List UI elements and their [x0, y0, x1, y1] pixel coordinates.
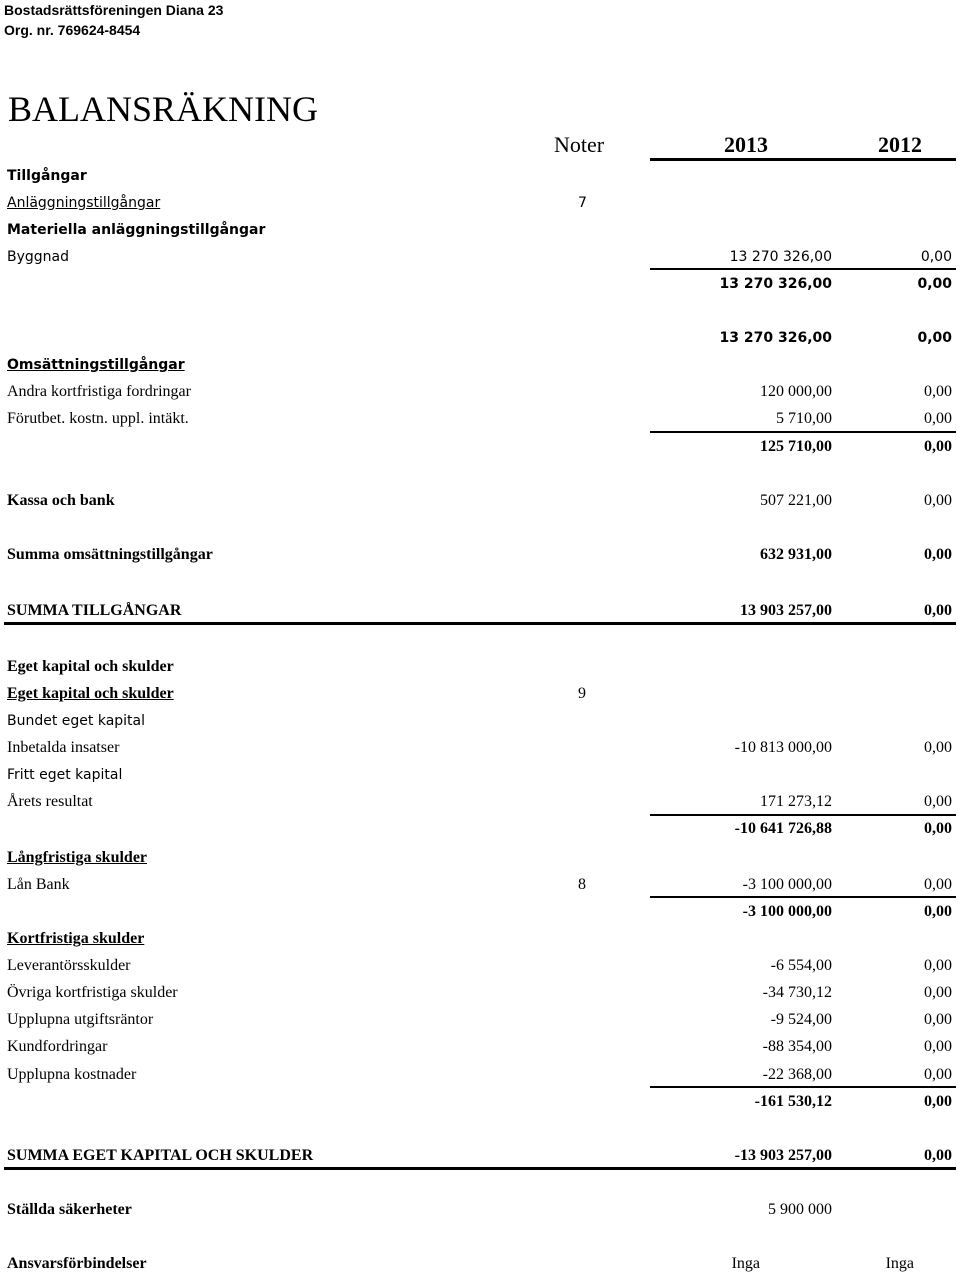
value-2012: 0,00: [924, 602, 952, 619]
value-2013: 13 270 326,00: [719, 276, 832, 292]
value-2012: 0,00: [924, 1038, 952, 1055]
row-label: Inbetalda insatser: [7, 739, 120, 756]
value-2012: 0,00: [924, 1066, 952, 1083]
row-kortfristiga-skulder: [0, 928, 960, 950]
value-2012: 0,00: [924, 383, 952, 400]
row-label: SUMMA TILLGÅNGAR: [7, 602, 182, 619]
row-anlaggning-total: [0, 327, 960, 349]
row-label: Omsättningstillgångar: [7, 357, 185, 373]
row-langfristiga-skulder: [0, 847, 960, 869]
column-header-2013: 2013: [724, 132, 768, 157]
row-label: Ställda säkerheter: [7, 1201, 132, 1218]
value-2013: -3 100 000,00: [742, 903, 832, 920]
value-2012: 0,00: [924, 1093, 952, 1110]
value-2013: -88 354,00: [762, 1038, 832, 1055]
row-andra-fordringar: [0, 381, 960, 403]
row-kort-subtotal: [0, 1091, 960, 1113]
row-summa-ek-skulder: [0, 1145, 960, 1167]
subtotal-rule: [650, 896, 956, 898]
column-header-noter: Noter: [554, 132, 605, 157]
value-2012: 0,00: [924, 739, 952, 756]
row-byggnad: [0, 246, 960, 268]
value-2013: -10 813 000,00: [734, 739, 832, 756]
value-2012: 0,00: [917, 276, 952, 292]
row-label: Kortfristiga skulder: [7, 930, 145, 947]
row-summa-tillgangar: [0, 600, 960, 622]
row-label: Bundet eget kapital: [7, 713, 146, 729]
row-kassa-bank: [0, 490, 960, 512]
value-2012: 0,00: [917, 330, 952, 346]
row-label: Kassa och bank: [7, 492, 115, 509]
row-omsattningstillgangar: [0, 354, 960, 376]
row-label: Anläggningstillgångar: [7, 195, 161, 211]
value-2012: 0,00: [924, 1147, 952, 1164]
total-rule: [4, 1167, 956, 1170]
row-label: Eget kapital och skulder: [7, 658, 174, 675]
row-label: Summa omsättningstillgångar: [7, 546, 213, 563]
value-2013: 632 931,00: [760, 546, 832, 563]
row-label: Kundfordringar: [7, 1038, 108, 1055]
value-2013: 5 710,00: [776, 410, 832, 427]
row-kundfordringar: [0, 1036, 960, 1058]
row-lan-bank: [0, 874, 960, 896]
subtotal-rule: [650, 1086, 956, 1088]
row-lang-subtotal: [0, 901, 960, 923]
value-2013: 171 273,12: [760, 793, 832, 810]
row-inbetalda-insatser: [0, 737, 960, 759]
value-2012: 0,00: [924, 492, 952, 509]
value-2012: 0,00: [924, 876, 952, 893]
row-arets-resultat: [0, 791, 960, 813]
value-2013: -22 368,00: [762, 1066, 832, 1083]
row-label: Eget kapital och skulder: [7, 685, 174, 702]
row-label: SUMMA EGET KAPITAL OCH SKULDER: [7, 1147, 314, 1164]
row-ansvarsforbindelser: [0, 1253, 960, 1275]
subtotal-rule: [650, 431, 956, 433]
row-upplupna-kostnader: [0, 1064, 960, 1086]
value-2013: 120 000,00: [760, 383, 832, 400]
row-label: Andra kortfristiga fordringar: [7, 383, 191, 400]
value-2012: 0,00: [924, 546, 952, 563]
row-label: Lån Bank: [7, 876, 70, 893]
row-summa-omsattning: [0, 544, 960, 566]
row-byggnad-subtotal: [0, 273, 960, 295]
value-2012: 0,00: [924, 957, 952, 974]
value-2013: 13 270 326,00: [729, 249, 832, 265]
row-label: Byggnad: [7, 249, 70, 265]
page-title: BALANSRÄKNING: [8, 89, 319, 129]
column-header-2012: 2012: [878, 132, 922, 157]
value-2012: 0,00: [924, 793, 952, 810]
value-2013: 13 903 257,00: [740, 602, 832, 619]
value-2013: 13 270 326,00: [719, 330, 832, 346]
value-2013: 5 900 000: [768, 1201, 832, 1218]
value-2012: 0,00: [924, 903, 952, 920]
value-2013: 125 710,00: [760, 438, 832, 455]
row-fordringar-subtotal: [0, 436, 960, 458]
row-label: Leverantörsskulder: [7, 957, 131, 974]
value-2013: Inga: [731, 1255, 760, 1272]
row-label: Förutbet. kostn. uppl. intäkt.: [7, 410, 189, 427]
row-label: Övriga kortfristiga skulder: [7, 984, 178, 1001]
header-rule: [650, 158, 956, 161]
value-2012: 0,00: [924, 984, 952, 1001]
row-label: Årets resultat: [7, 793, 93, 810]
row-fritt-eget-kapital: [0, 764, 960, 786]
row-label: Upplupna kostnader: [7, 1066, 137, 1083]
subtotal-rule: [650, 814, 956, 816]
row-leverantorsskulder: [0, 955, 960, 977]
row-ek-skulder-heading: [0, 656, 960, 678]
value-2013: -161 530,12: [754, 1093, 832, 1110]
row-ek-subtotal: [0, 818, 960, 840]
value-2012: 0,00: [924, 438, 952, 455]
row-materiella: [0, 219, 960, 241]
row-upplupna-rantor: [0, 1009, 960, 1031]
row-label: Långfristiga skulder: [7, 849, 148, 866]
value-2013: 507 221,00: [760, 492, 832, 509]
value-2012: 0,00: [924, 410, 952, 427]
org-name: Bostadsrättsföreningen Diana 23: [4, 2, 224, 18]
row-note: 9: [578, 685, 586, 702]
value-2012: 0,00: [924, 1011, 952, 1028]
value-2012: 0,00: [924, 820, 952, 837]
row-bundet-eget-kapital: [0, 710, 960, 732]
total-rule: [4, 622, 956, 625]
value-2013: -13 903 257,00: [734, 1147, 832, 1164]
row-stallda-sakerheter: [0, 1199, 960, 1221]
value-2013: -9 524,00: [770, 1011, 832, 1028]
row-label: Tillgångar: [7, 168, 87, 184]
row-label: Ansvarsförbindelser: [7, 1255, 147, 1272]
row-tillgangar: [0, 165, 960, 187]
value-2013: -34 730,12: [762, 984, 832, 1001]
value-2013: -10 641 726,88: [734, 820, 832, 837]
row-label: Upplupna utgiftsräntor: [7, 1011, 154, 1028]
row-ovriga-skulder: [0, 982, 960, 1004]
org-number: Org. nr. 769624-8454: [4, 22, 141, 38]
value-2012: 0,00: [920, 249, 952, 265]
row-label: Materiella anläggningstillgångar: [7, 222, 266, 238]
row-note: 8: [578, 876, 586, 893]
value-2013: -3 100 000,00: [742, 876, 832, 893]
row-note: 7: [578, 195, 587, 211]
row-label: Fritt eget kapital: [7, 767, 123, 783]
value-2012: Inga: [885, 1255, 914, 1272]
row-forutbet: [0, 408, 960, 430]
value-2013: -6 554,00: [770, 957, 832, 974]
subtotal-rule: [650, 268, 956, 270]
row-anlaggningstillgangar: [0, 192, 960, 214]
row-ek-skulder: [0, 683, 960, 705]
